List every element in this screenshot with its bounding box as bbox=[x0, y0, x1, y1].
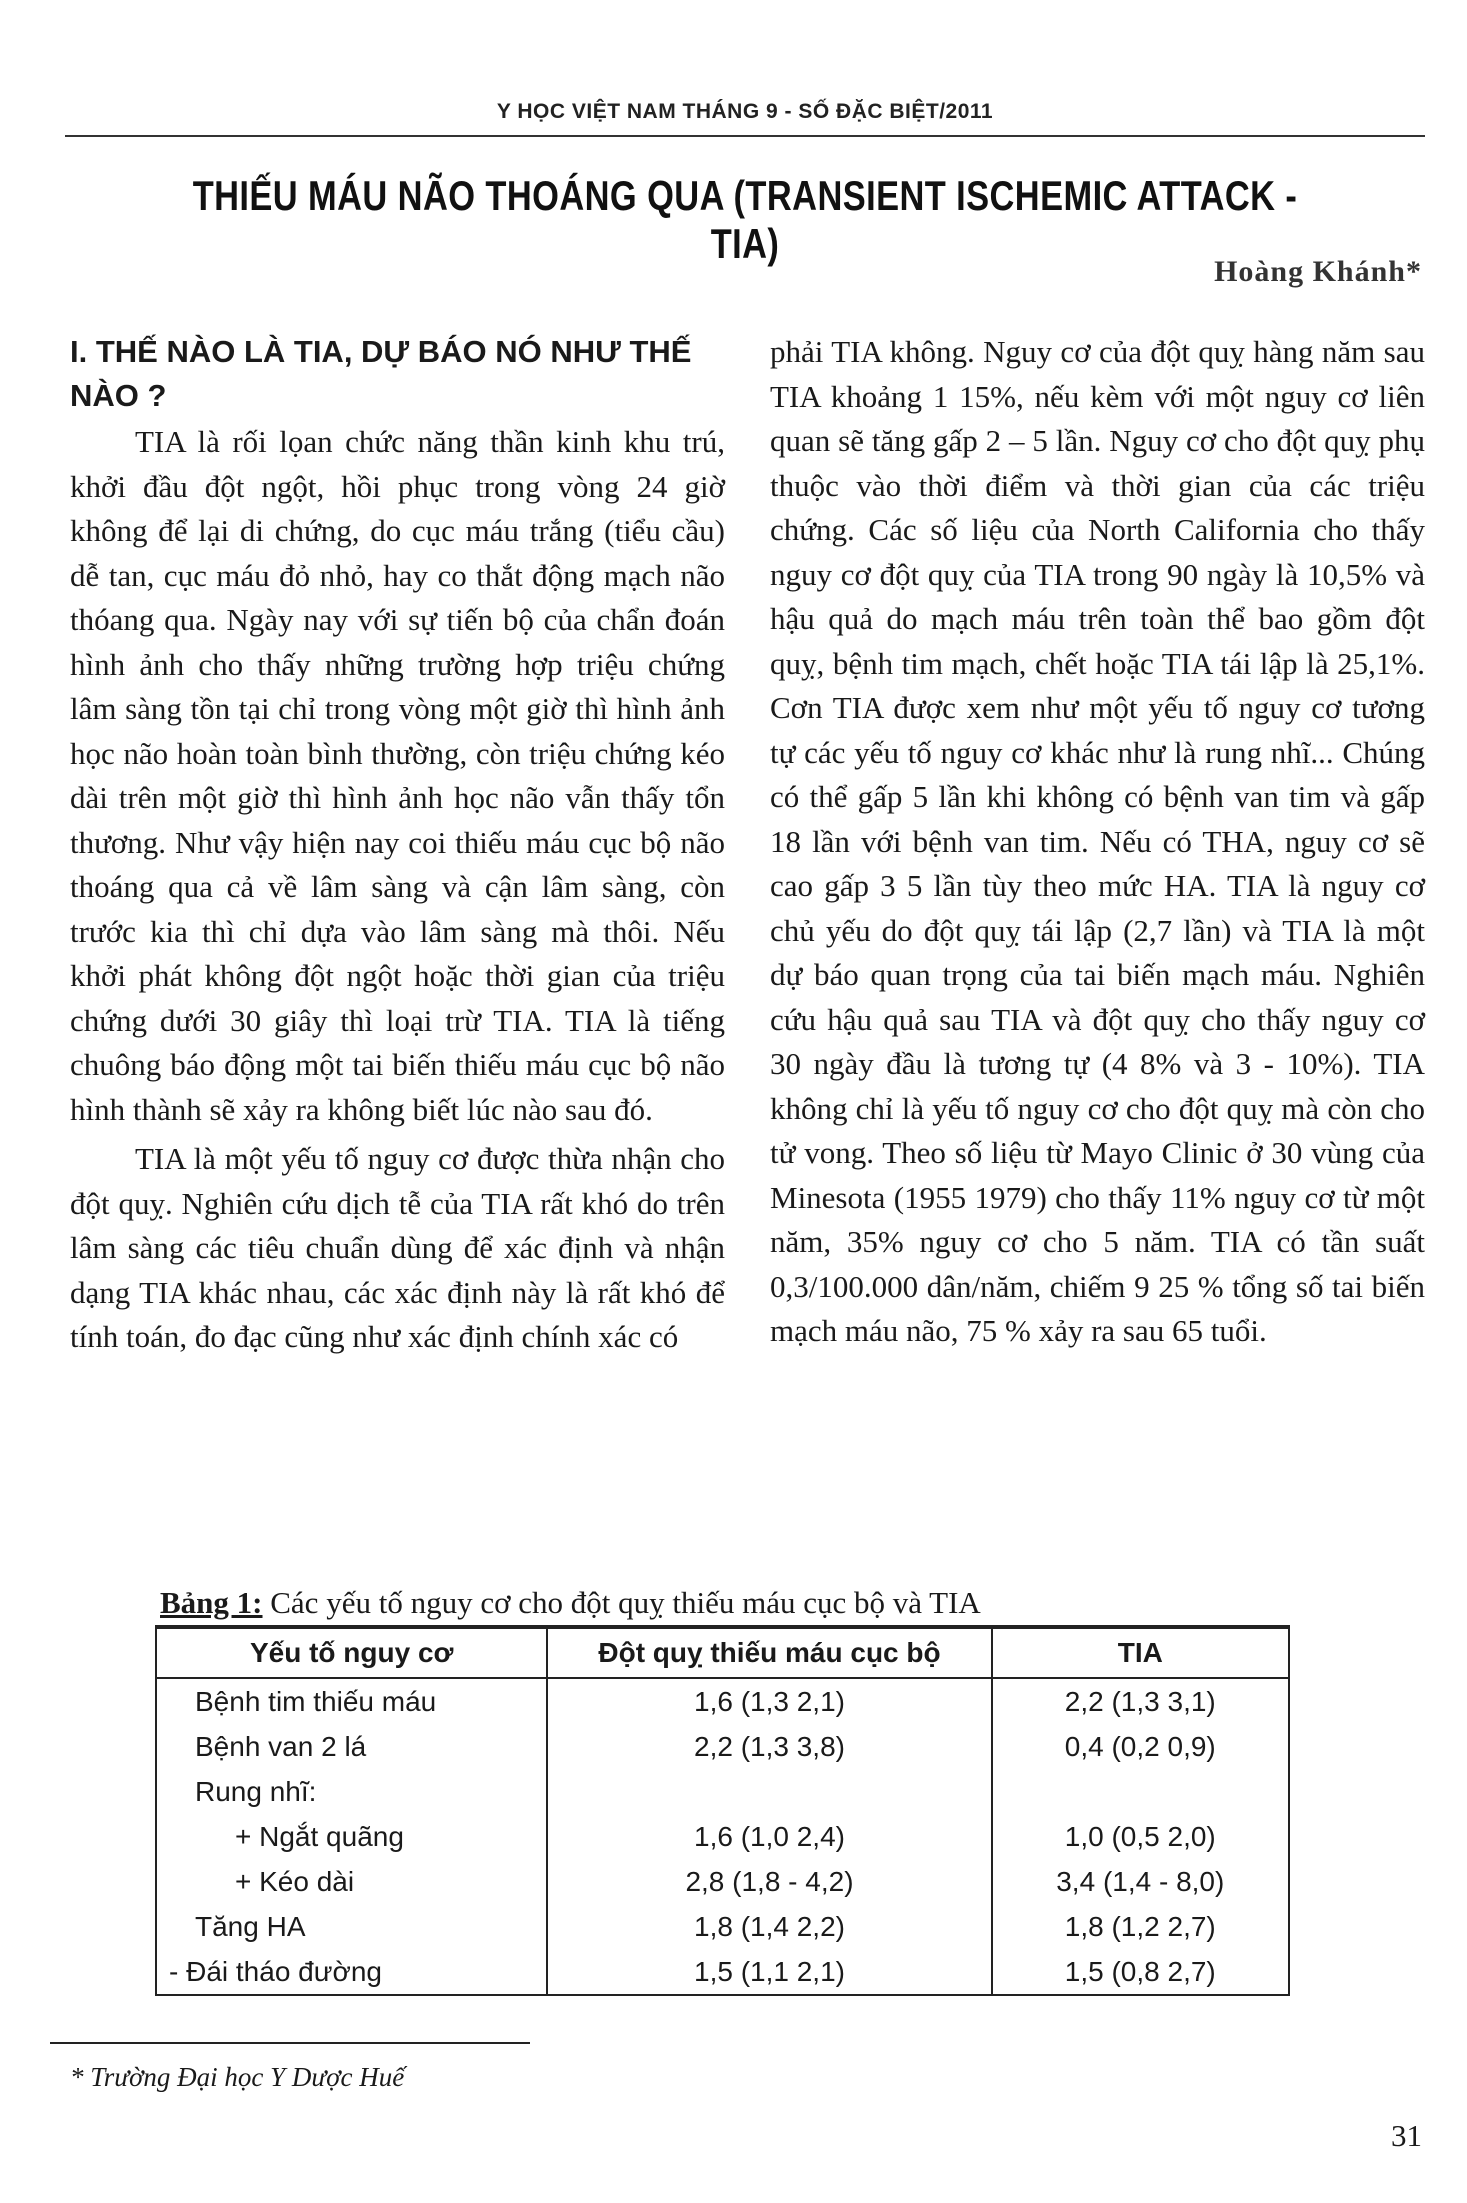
factor-cell: + Ngắt quãng bbox=[156, 1814, 547, 1859]
paragraph-2: TIA là một yếu tố nguy cơ được thừa nhận cho đột quỵ. Nghiên cứu dịch tễ của TIA rất khó do trên lâm sàng các tiêu chuẩn dùng để xác định và nhận dạng TIA khác nhau, các xác định này là rất khó để tính toán, đo đạc cũng như xác định chính xác có bbox=[70, 1141, 725, 1354]
paragraph-3: phải TIA không. Nguy cơ của đột quỵ hàng năm sau TIA khoảng 1 15%, nếu kèm với một nguy cơ liên quan sẽ tăng gấp 2 – 5 lần. Nguy cơ cho đột quỵ phụ thuộc vào thời điểm và thời gian của các triệu chứng. Các số liệu của North California cho thấy nguy cơ đột quỵ của TIA trong 90 ngày là 10,5% và hậu quả do mạch máu trên toàn thể bao gồm đột quỵ, bệnh tim mạch, chết hoặc TIA tái lập là 25,1%. Cơn TIA được xem như một yếu tố nguy cơ tương tự các yếu tố nguy cơ khác như là rung nhĩ... Chúng có thể gấp 5 lần khi không có bệnh van tim và gấp 18 lần với bệnh van tim. Nếu có THA, nguy cơ sẽ cao gấp 3 5 lần tùy theo mức HA. TIA là nguy cơ chủ yếu do đột quỵ tái lập (2,7 lần) và TIA là một dự báo quan trọng của tai biến mạch máu. Nghiên cứu hậu quả sau TIA và đột quỵ cho thấy nguy cơ 30 ngày đầu là tương tự (4 8% và 3 - 10%). TIA không chỉ là yếu tố nguy cơ cho đột quỵ mà còn cho tử vong. Theo số liệu từ Mayo Clinic ở 30 vùng của Minesota (1955 1979) cho thấy 11% nguy cơ từ một năm, 35% nguy cơ cho 5 năm. TIA có tần suất 0,3/100.000 dân/năm, chiếm 9 25 % tổng số tai biến mạch máu não, 75 % xảy ra sau 65 tuổi. bbox=[770, 334, 1425, 1348]
stroke-value-cell: 1,8 (1,4 2,2) bbox=[547, 1904, 991, 1949]
table-header-cell: Yếu tố nguy cơ bbox=[156, 1628, 547, 1678]
stroke-value-cell: 1,6 (1,0 2,4) bbox=[547, 1814, 991, 1859]
stroke-value-cell bbox=[547, 1769, 991, 1814]
stroke-value-cell: 2,2 (1,3 3,8) bbox=[547, 1724, 991, 1769]
page-number: 31 bbox=[1391, 2118, 1422, 2153]
footnote: * Trường Đại học Y Dược Huế bbox=[70, 2062, 405, 2092]
tia-value-cell: 1,0 (0,5 2,0) bbox=[992, 1814, 1289, 1859]
table-row bbox=[156, 1859, 1289, 1904]
paragraph-1: TIA là rối lọan chức năng thần kinh khu trú, khởi đầu đột ngột, hồi phục trong vòng 24 giờ không để lại di chứng, do cục máu trắng (tiểu cầu) dễ tan, cục máu đỏ nhỏ, hay co thắt động mạch não thóang qua. Ngày nay với sự tiến bộ của chẩn đoán hình ảnh cho thấy những trường hợp triệu chứng lâm sàng tồn tại chỉ trong vòng một giờ thì hình ảnh học não hoàn toàn bình thường, còn triệu chứng kéo dài trên một giờ thì hình ảnh học não vẫn thấy tổn thương. Như vậy hiện nay coi thiếu máu cục bộ não thoáng qua cả về lâm sàng và cận lâm sàng, còn trước kia thì chỉ dựa vào lâm sàng mà thôi. Nếu khởi phát không đột ngột hoặc thời gian của triệu chứng dưới 30 giây thì loại trừ TIA. TIA là tiếng chuông báo động một tai biến thiếu máu cục bộ não hình thành sẽ xảy ra không biết lúc nào sau đó. bbox=[70, 424, 725, 1127]
factor-cell: Tăng HA bbox=[156, 1904, 547, 1949]
table-row bbox=[156, 1904, 1289, 1949]
factor-cell: Rung nhĩ: bbox=[156, 1769, 547, 1814]
table-header-cell: TIA bbox=[992, 1628, 1289, 1678]
tia-value-cell: 1,8 (1,2 2,7) bbox=[992, 1904, 1289, 1949]
table-row bbox=[156, 1724, 1289, 1769]
left-column bbox=[70, 330, 725, 1360]
tia-value-cell: 3,4 (1,4 - 8,0) bbox=[992, 1859, 1289, 1904]
table-row bbox=[156, 1814, 1289, 1859]
table-row bbox=[156, 1769, 1289, 1814]
table-caption-label: Bảng 1: bbox=[160, 1585, 263, 1620]
risk-factor-table bbox=[155, 1627, 1290, 1996]
tia-value-cell: 1,5 (0,8 2,7) bbox=[992, 1949, 1289, 1995]
stroke-value-cell: 1,5 (1,1 2,1) bbox=[547, 1949, 991, 1995]
tia-value-cell: 2,2 (1,3 3,1) bbox=[992, 1678, 1289, 1724]
table-caption bbox=[160, 1585, 981, 1621]
stroke-value-cell: 1,6 (1,3 2,1) bbox=[547, 1678, 991, 1724]
factor-cell: - Đái tháo đường bbox=[156, 1949, 547, 1995]
table-header-cell: Đột quỵ thiếu máu cục bộ bbox=[547, 1628, 991, 1678]
right-column bbox=[770, 330, 1425, 1354]
table-caption-text: Các yếu tố nguy cơ cho đột quỵ thiếu máu cục bộ và TIA bbox=[262, 1585, 981, 1620]
section-heading: I. THẾ NÀO LÀ TIA, DỰ BÁO NÓ NHƯ THẾ NÀO ? bbox=[70, 334, 692, 413]
stroke-value-cell: 2,8 (1,8 - 4,2) bbox=[547, 1859, 991, 1904]
table-row bbox=[156, 1949, 1289, 1995]
table-header-row bbox=[156, 1628, 1289, 1678]
table-row bbox=[156, 1678, 1289, 1724]
factor-cell: Bệnh van 2 lá bbox=[156, 1724, 547, 1769]
factor-cell: + Kéo dài bbox=[156, 1859, 547, 1904]
footnote-rule bbox=[50, 2042, 530, 2044]
tia-value-cell bbox=[992, 1769, 1289, 1814]
header-rule bbox=[65, 135, 1425, 137]
factor-cell: Bệnh tim thiếu máu bbox=[156, 1678, 547, 1724]
article-author: Hoàng Khánh* bbox=[1214, 255, 1422, 288]
article-title: THIẾU MÁU NÃO THOÁNG QUA (TRANSIENT ISCHEMIC ATTACK - TIA) bbox=[192, 172, 1298, 267]
tia-value-cell: 0,4 (0,2 0,9) bbox=[992, 1724, 1289, 1769]
journal-header: Y HỌC VIỆT NAM THÁNG 9 - SỐ ĐẶC BIỆT/2011 bbox=[496, 100, 994, 123]
